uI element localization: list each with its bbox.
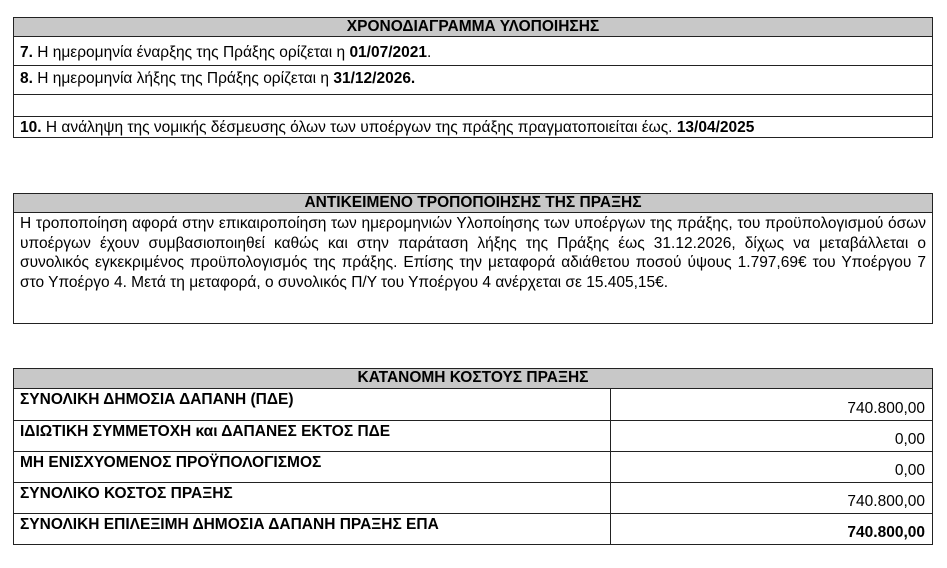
- table-row: [14, 513, 932, 544]
- legal-commitment-row: [14, 117, 932, 137]
- modification-title: ΑΝΤΙΚΕΙΜΕΝΟ ΤΡΟΠΟΠΟΙΗΣΗΣ ΤΗΣ ΠΡΑΞΗΣ: [14, 194, 932, 213]
- cost-label: ΙΔΙΩΤΙΚΗ ΣΥΜΜΕΤΟΧΗ και ΔΑΠΑΝΕΣ ΕΚΤΟΣ ΠΔΕ: [14, 420, 610, 451]
- row-number: 8.: [20, 70, 33, 87]
- modification-body: Η τροποποίηση αφορά στην επικαιροποίηση των ημερομηνιών Υλοποίησης των υποέργων της πράξης, του προϋπολογισμού όσων υποέργων έχουν συμβασιοποιηθεί καθώς και στην παράταση λήξης της Πράξης έως 31.12.2026, δίχως να μεταβάλλεται ο συνολικός εγκεκριμένος προϋπολογισμός της πράξης. Επίσης την μεταφορά αδιάθετου ποσού ύψους 1.797,69€ του Υποέργου 7 στο Υποέργο 4. Μετά τη μεταφορά, ο συνολικός Π/Υ του Υποέργου 4 ανέρχεται σε 15.405,15€.: [20, 215, 926, 291]
- table-row: [14, 482, 932, 513]
- schedule-section: [13, 17, 933, 138]
- cost-table: [14, 389, 932, 544]
- end-date-row: [14, 66, 932, 95]
- cost-title: ΚΑΤΑΝΟΜΗ ΚΟΣΤΟΥΣ ΠΡΑΞΗΣ: [14, 369, 932, 389]
- end-date: 31/12/2026.: [333, 70, 416, 87]
- cost-label: ΜΗ ΕΝΙΣΧΥΟΜΕΝΟΣ ΠΡΟΫΠΟΛΟΓΙΣΜΟΣ: [14, 451, 610, 482]
- empty-row: [14, 95, 932, 117]
- row-text: Η ημερομηνία έναρξης της Πράξης ορίζεται η: [32, 44, 350, 61]
- cost-value: 740.800,00: [610, 513, 932, 544]
- commitment-date: 13/04/2025: [676, 119, 755, 136]
- row-tail: .: [427, 44, 432, 61]
- table-row: [14, 451, 932, 482]
- table-row: [14, 420, 932, 451]
- cost-value: 740.800,00: [610, 482, 932, 513]
- cost-allocation-section: [13, 368, 933, 545]
- start-date: 01/07/2021: [349, 44, 428, 61]
- cost-label: ΣΥΝΟΛΙΚΗ ΔΗΜΟΣΙΑ ΔΑΠΑΝΗ (ΠΔΕ): [14, 389, 610, 420]
- row-text: Η ημερομηνία λήξης της Πράξης ορίζεται η: [32, 70, 334, 87]
- cost-label: ΣΥΝΟΛΙΚΟ ΚΟΣΤΟΣ ΠΡΑΞΗΣ: [14, 482, 610, 513]
- table-row: [14, 389, 932, 420]
- cost-value: 0,00: [610, 420, 932, 451]
- row-number: 10.: [20, 119, 42, 136]
- cost-value: 740.800,00: [847, 399, 925, 417]
- cost-label: ΣΥΝΟΛΙΚΗ ΕΠΙΛΕΞΙΜΗ ΔΗΜΟΣΙΑ ΔΑΠΑΝΗ ΠΡΑΞΗΣ ΕΠΑ: [14, 513, 610, 544]
- cost-value: 0,00: [610, 451, 932, 482]
- modification-section: [13, 193, 933, 324]
- row-text: Η ανάληψη της νομικής δέσμευσης όλων των υποέργων της πράξης πραγματοποιείται έως.: [41, 119, 677, 136]
- schedule-title: ΧΡΟΝΟΔΙΑΓΡΑΜΜΑ ΥΛΟΠΟΙΗΣΗΣ: [14, 18, 932, 37]
- start-date-row: [14, 37, 932, 66]
- row-number: 7.: [20, 44, 33, 61]
